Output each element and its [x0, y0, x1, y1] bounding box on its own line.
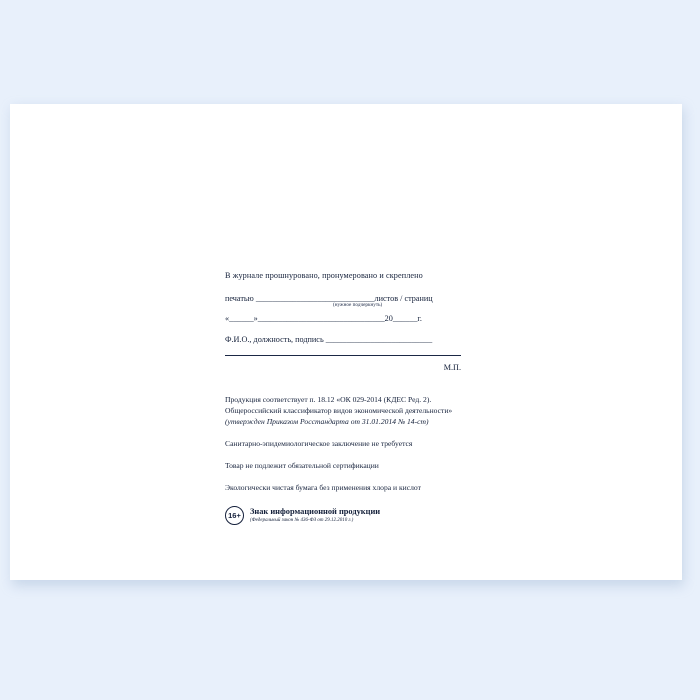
- age-rating-icon: 16+: [225, 506, 244, 525]
- sanitary-note: Санитарно-эпидемиологическое заключение не требуется: [225, 439, 413, 449]
- document-content: [225, 270, 475, 525]
- age-mark-row: [225, 506, 475, 525]
- certification-note: Товар не подлежит обязательной сертификации: [225, 461, 379, 471]
- document-page: [10, 104, 682, 580]
- signature-rule: [225, 354, 461, 356]
- ecology-note: Экологически чистая бумага без применения хлора и кислот: [225, 483, 421, 493]
- seal-suffix: листов / страниц: [374, 294, 433, 304]
- mp-label: М.П.: [443, 363, 461, 373]
- okved-line-2: Общероссийский классификатор видов экономической деятельности»: [225, 406, 453, 416]
- seal-note: (нужное подчеркнуть): [333, 302, 383, 309]
- date-line: «______»_______________________________20______г.: [225, 314, 422, 324]
- fio-line: Ф.И.О., должность, подпись __________________________: [225, 335, 433, 345]
- seal-prefix: печатью: [225, 294, 256, 304]
- okved-line-1: Продукция соответствует п. 18.12 «ОК 029-2014 (КДЕС Ред. 2).: [225, 395, 432, 405]
- seal-blank: _____________________________: [255, 294, 375, 304]
- age-mark-subtitle: (Федеральный закон № 436-ФЗ от 29.12.2010 г.): [250, 517, 354, 523]
- seal-line: [225, 294, 475, 303]
- okved-line-3: (утвержден Приказом Росстандарта от 31.01.2014 № 14-ст): [225, 417, 429, 427]
- certification-line-1: В журнале прошнуровано, пронумеровано и скреплено: [225, 271, 423, 280]
- age-mark-title: Знак информационной продукции: [250, 506, 381, 516]
- age-mark-texts: [250, 507, 380, 525]
- okved-note: [225, 394, 475, 427]
